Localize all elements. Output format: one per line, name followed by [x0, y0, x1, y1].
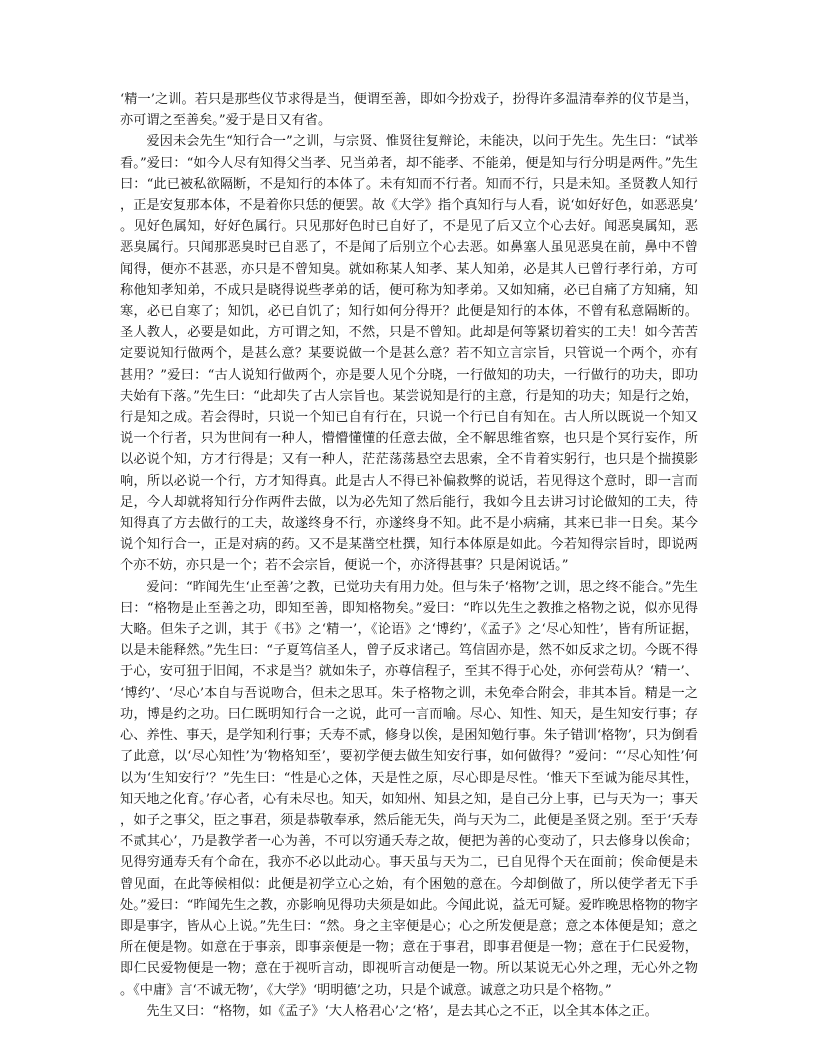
document-page	[120, 89, 698, 1022]
paragraph-3: 爱问：“昨闻先生‘止至善’之教，已觉功夫有用力处。但与朱子‘格物’之训，思之终不能合。”先生曰：“格物是止至善之功，即知至善，即知格物矣。”爱曰：“昨以先生之教推之格物之说，似亦见得大略。但朱子之训，其于《书》之‘精一’，《论语》之‘博约’，《孟子》之‘尽心知性’，皆有所证据，以是未能释然。”先生曰：“子夏笃信圣人，曾子反求诸己。笃信固亦是，然不如反求之切。今既不得于心，安可狃于旧闻，不求是当？就如朱子，亦尊信程子，至其不得于心处，亦何尝苟从？‘精一’、‘博约’、‘尽心’本自与吾说吻合，但未之思耳。朱子格物之训，未免牵合附会，非其本旨。精是一之功，博是约之功。曰仁既明知行合一之说，此可一言而喻。尽心、知性、知天，是生知安行事；存心、养性、事天，是学知利行事；夭寿不贰，修身以俟，是困知勉行事。朱子错训‘格物’，只为倒看了此意，以‘尽心知性’为‘物格知至’，要初学便去做生知安行事，如何做得？”爱问：“‘尽心知性’何以为‘生知安行’？”先生曰：“性是心之体，天是性之原，尽心即是尽性。‘惟天下至诚为能尽其性，知天地之化育。’存心者，心有未尽也。知天，如知州、知县之知，是自己分上事，已与天为一；事天，如子之事父，臣之事君，须是恭敬奉承，然后能无失，尚与天为二，此便是圣贤之别。至于‘夭寿不贰其心’，乃是教学者一心为善，不可以穷通夭寿之故，便把为善的心变动了，只去修身以俟命；见得穷通寿夭有个命在，我亦不必以此动心。事天虽与天为二，已自见得个天在面前；俟命便是未曾见面，在此等候相似：此便是初学立心之始，有个困勉的意在。今却倒做了，所以使学者无下手处。”爱曰：“昨闻先生之教，亦影响见得功夫须是如此。今闻此说，益无可疑。爱昨晚思格物的物字即是事字，皆从心上说。”先生曰：“然。身之主宰便是心；心之所发便是意；意之本体便是知；意之所在便是物。如意在于事亲，即事亲便是一物；意在于事君，即事君便是一物；意在于仁民爱物，即仁民爱物便是一物；意在于视听言动，即视听言动便是一物。所以某说无心外之理，无心外之物。《中庸》言‘不诚无物’，《大学》‘明明德’之功，只是个诚意。诚意之功只是个格物。”	[120, 579, 698, 998]
paragraph-2: 爱因未会先生“知行合一”之训，与宗贤、惟贤往复辩论，未能决，以问于先生。先生曰：“试举看。”爱曰：“如今人尽有知得父当孝、兄当弟者，却不能孝、不能弟，便是知与行分明是两件。”先生曰：“此已被私欲隔断，不是知行的本体了。未有知而不行者。知而不行，只是未知。圣贤教人知行，正是安复那本体，不是着你只恁的便罢。故《大学》指个真知行与人看，说‘如好好色，如恶恶臭’。见好色属知，好好色属行。只见那好色时已自好了，不是见了后又立个心去好。闻恶臭属知，恶恶臭属行。只闻那恶臭时已自恶了，不是闻了后别立个心去恶。如鼻塞人虽见恶臭在前，鼻中不曾闻得，便亦不甚恶，亦只是不曾知臭。就如称某人知孝、某人知弟，必是其人已曾行孝行弟，方可称他知孝知弟，不成只是晓得说些孝弟的话，便可称为知孝弟。又如知痛，必已自痛了方知痛，知寒，必已自寒了；知饥，必已自饥了；知行如何分得开？此便是知行的本体，不曾有私意隔断的。圣人教人，必要是如此，方可谓之知，不然，只是不曾知。此却是何等紧切着实的工夫！如今苦苦定要说知行做两个，是甚么意？某要说做一个是甚么意？若不知立言宗旨，只管说一个两个，亦有甚用？”爱曰：“古人说知行做两个，亦是要人见个分晓，一行做知的功夫，一行做行的功夫，即功夫始有下落。”先生曰：“此却失了古人宗旨也。某尝说知是行的主意，行是知的功夫；知是行之始，行是知之成。若会得时，只说一个知已自有行在，只说一个行已自有知在。古人所以既说一个知又说一个行者，只为世间有一种人，懵懵懂懂的任意去做，全不解思维省察，也只是个冥行妄作，所以必说个知，方才行得是；又有一种人，茫茫荡荡悬空去思索，全不肯着实躬行，也只是个揣摸影响，所以必说一个行，方才知得真。此是古人不得已补偏救弊的说话，若见得这个意时，即一言而足，今人却就将知行分作两件去做，以为必先知了然后能行，我如今且去讲习讨论做知的工夫，待知得真了方去做行的工夫，故遂终身不行，亦遂终身不知。此不是小病痛，其来已非一日矣。某今说个知行合一，正是对病的药。又不是某凿空杜撰，知行本体原是如此。今若知得宗旨时，即说两个亦不妨，亦只是一个；若不会宗旨，便说一个，亦济得甚事？只是闲说话。”	[120, 134, 698, 574]
paragraph-4: 先生又曰：“格物，如《孟子》‘大人格君心’之‘格’，是去其心之不正，以全其本体之正。	[146, 1003, 658, 1019]
paragraph-1: ‘精一’之训。若只是那些仪节求得是当，便谓至善，即如今扮戏子，扮得许多温清奉养的仪节是当，亦可谓之至善矣。”爱于是日又有省。	[120, 92, 698, 129]
